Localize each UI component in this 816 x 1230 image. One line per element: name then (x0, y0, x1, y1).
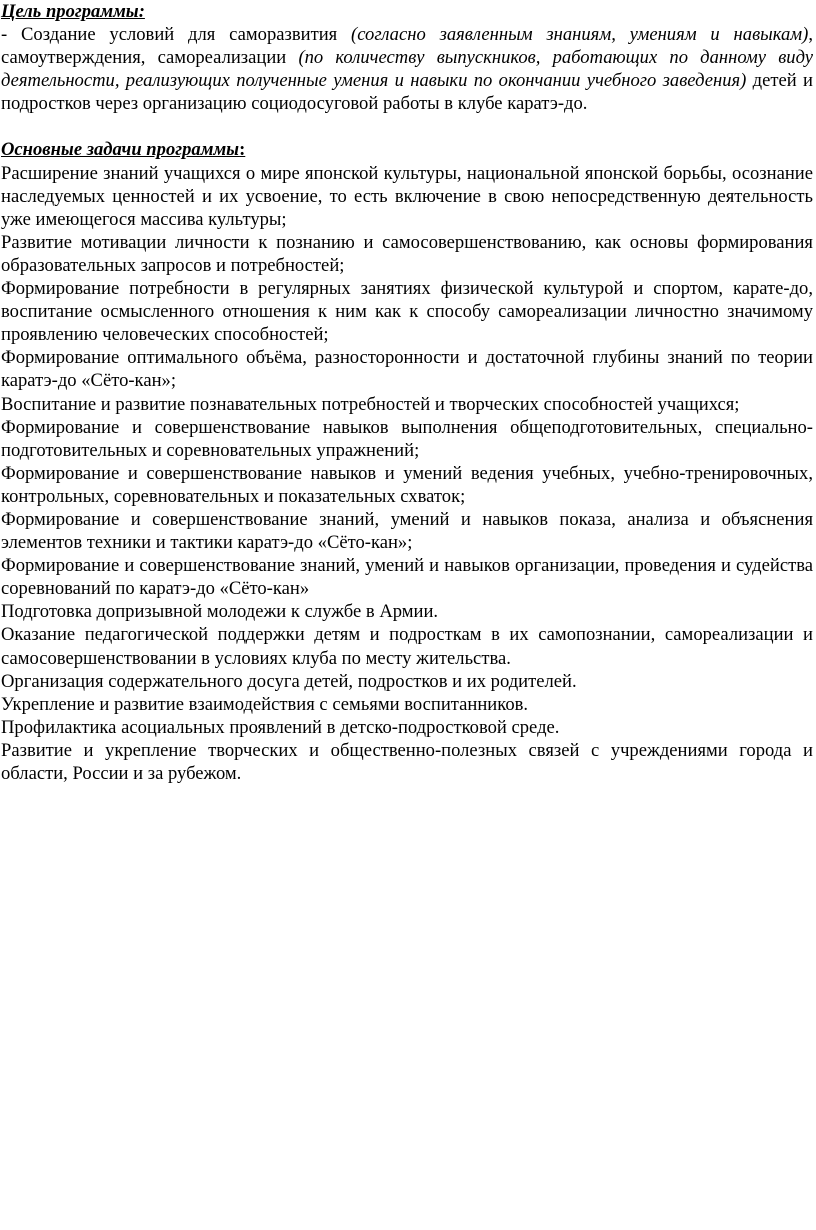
goal-section (1, 0, 813, 115)
task-item: Формирование потребности в регулярных занятиях физической культурой и спортом, карате-до, воспитание осмысленного отношения к ним как к способу самореализации личностно значимому проявлению человеческих способностей; (1, 278, 813, 346)
goal-paragraph (1, 23, 813, 115)
task-item: Оказание педагогической поддержки детям и подросткам в их самопознании, самореализации и самосовершенствовании в условиях клуба по месту жительства. (1, 624, 813, 669)
task-item: Формирование и совершенствование навыков и умений ведения учебных, учебно-тренировочных, контрольных, соревновательных и показательных схваток; (1, 462, 813, 507)
goal-text-4: (по количеству выпускников, работающих по данному виду деятельности, реализующих полученные умения и навыки по окончании учебного заведения) (1, 47, 814, 92)
section-spacer (1, 115, 813, 138)
task-item: Воспитание и развитие познавательных потребностей и творческих способностей учащихся; (1, 393, 740, 415)
task-item: Формирование и совершенствование навыков выполнения общеподготовительных, специально-подготовительных и соревновательных упражнений; (1, 416, 813, 461)
goal-heading: Цель программы: (1, 1, 145, 22)
goal-text-3: , самоутверждения, самореализации (1, 24, 813, 69)
document-page (1, 0, 813, 785)
tasks-heading-colon: : (239, 139, 246, 161)
task-item: Развитие и укрепление творческих и общественно-полезных связей с учреждениями города и области, России и за рубежом. (1, 739, 813, 784)
tasks-heading: Основные задачи программы (1, 139, 240, 161)
task-item: Формирование оптимального объёма, разносторонности и достаточной глубины знаний по теории каратэ-до «Сёто-кан»; (1, 347, 813, 392)
task-item: Развитие мотивации личности к познанию и самосовершенствованию, как основы формирования образовательных запросов и потребностей; (1, 231, 813, 276)
task-item: Расширение знаний учащихся о мире японской культуры, национальной японской борьбы, осознание наследуемых ценностей и их усвоение, то есть включение в свою непосредственную деятельность уже имеющегося массива культуры; (1, 162, 813, 230)
task-item: Формирование и совершенствование знаний, умений и навыков показа, анализа и объяснения элементов техники и тактики каратэ-до «Сёто-кан»; (1, 508, 813, 554)
tasks-heading-line (1, 138, 813, 161)
task-item: Укрепление и развитие взаимодействия с семьями воспитанников. (1, 693, 529, 715)
task-item: Организация содержательного досуга детей, подростков и их родителей. (1, 670, 577, 692)
tasks-section (1, 138, 813, 785)
task-item: Формирование и совершенствование знаний, умений и навыков организации, проведения и судейства соревнований по каратэ-до «Сёто-кан» (1, 555, 813, 600)
goal-text-5: детей и подростков через организацию социодосуговой работы в клубе каратэ-до. (1, 70, 813, 115)
goal-text-2: (согласно заявленным знаниям, умениям и навыкам) (351, 24, 809, 46)
task-item: Подготовка допризывной молодежи к службе в Армии. (1, 601, 439, 623)
goal-text-1: - Создание условий для саморазвития (1, 24, 352, 46)
task-item: Профилактика асоциальных проявлений в детско-подростковой среде. (1, 716, 560, 738)
